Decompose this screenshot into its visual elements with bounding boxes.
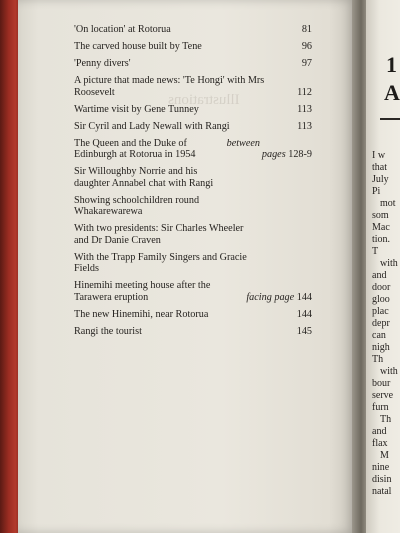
entry-title: With two presidents: Sir Charles Wheeler and Dr Danie Craven (74, 223, 244, 246)
list-item (74, 166, 312, 189)
right-page (366, 0, 400, 533)
right-page-line: serve (372, 390, 394, 401)
placement-prefix: between (226, 137, 260, 149)
entry-title: 'Penny divers' (74, 57, 131, 69)
left-page (18, 0, 356, 533)
entry-page: 81 (301, 24, 312, 35)
entry-page: 145 (296, 325, 312, 337)
list-item (74, 41, 312, 53)
right-page-line: M (380, 450, 389, 461)
right-page-line: and (372, 426, 387, 437)
entry-page: 113 (297, 120, 312, 132)
placement-word: facing page (246, 291, 295, 303)
placement-word: pages (261, 149, 286, 161)
list-item (74, 326, 312, 338)
list-item (74, 309, 312, 321)
right-page-line: Th (380, 414, 392, 425)
list-item (74, 280, 312, 303)
entry-title: Hinemihi meeting house after the Tarawera eruption (74, 280, 211, 303)
right-page-line: I w (372, 150, 386, 161)
list-item (74, 121, 312, 133)
list-item (74, 138, 312, 161)
right-page-line: that (372, 162, 387, 173)
right-page-line: Th (372, 354, 384, 365)
chapter-rule (380, 118, 400, 120)
right-page-line: som (372, 210, 389, 221)
entry-title: Sir Cyril and Lady Newall with Rangi (74, 120, 230, 132)
chapter-number: 1 (386, 52, 397, 77)
right-page-line: natal (372, 486, 392, 497)
entry-placement (246, 292, 312, 304)
entry-title: Rangi the tourist (74, 325, 142, 337)
right-page-line: can (372, 330, 386, 341)
right-page-line: and (372, 270, 387, 281)
entry-title: 'On location' at Rotorua (74, 24, 171, 35)
illustrations-list (74, 24, 312, 343)
entry-title: The Queen and the Duke of Edinburgh at Rotorua in 1954 (74, 137, 196, 161)
placement-pages (262, 149, 312, 161)
right-page-line: T (372, 246, 379, 257)
right-page-line: with (380, 366, 398, 377)
list-item (74, 24, 312, 36)
entry-page: 96 (301, 40, 312, 52)
chapter-initial: A (384, 80, 400, 105)
entry-title: With the Trapp Family Singers and Gracie Fields (74, 251, 247, 275)
entry-title: Sir Willoughby Norrie and his daughter Annabel chat with Rangi (74, 166, 214, 189)
right-page-line: Pi (372, 186, 381, 197)
entry-page: 128-9 (288, 149, 312, 161)
list-item (74, 252, 312, 275)
entry-page: 113 (297, 103, 312, 115)
right-page-line: nine (372, 462, 390, 473)
entry-page: 144 (296, 308, 312, 320)
entry-title: Showing schoolchildren round Whakarewarewa (74, 194, 200, 218)
list-item (74, 223, 312, 246)
right-page-line: disin (372, 474, 392, 485)
right-page-line: depr (372, 318, 390, 329)
right-page-line: Mac (372, 222, 390, 233)
right-page-line: nigh (372, 342, 390, 353)
right-page-line: gloo (372, 294, 390, 305)
list-item (74, 195, 312, 218)
right-page-line: door (372, 282, 391, 293)
right-page-line: mot (380, 198, 396, 209)
entry-page: 144 (296, 291, 312, 303)
right-page-line: plac (372, 306, 389, 317)
right-page-line: flax (372, 438, 388, 449)
right-page-line: July (372, 174, 389, 185)
entry-title: The new Hinemihi, near Rotorua (74, 308, 209, 320)
show-through-text: Illustrations (168, 92, 240, 108)
list-item (74, 58, 312, 70)
right-page-line: bour (372, 378, 391, 389)
entry-page: 97 (301, 57, 312, 69)
entry-title: The carved house built by Tene (74, 40, 202, 52)
right-page-line: tion. (372, 234, 391, 245)
entry-title: Wartime visit by Gene Tunney (74, 103, 199, 115)
entry-title: A picture that made news: 'Te Hongi' with Mrs Roosevelt (74, 74, 265, 98)
entry-page: 112 (297, 86, 312, 98)
list-item (74, 104, 312, 116)
right-page-line: furn (372, 402, 389, 413)
list-item (74, 75, 312, 98)
right-page-line: with (380, 258, 398, 269)
